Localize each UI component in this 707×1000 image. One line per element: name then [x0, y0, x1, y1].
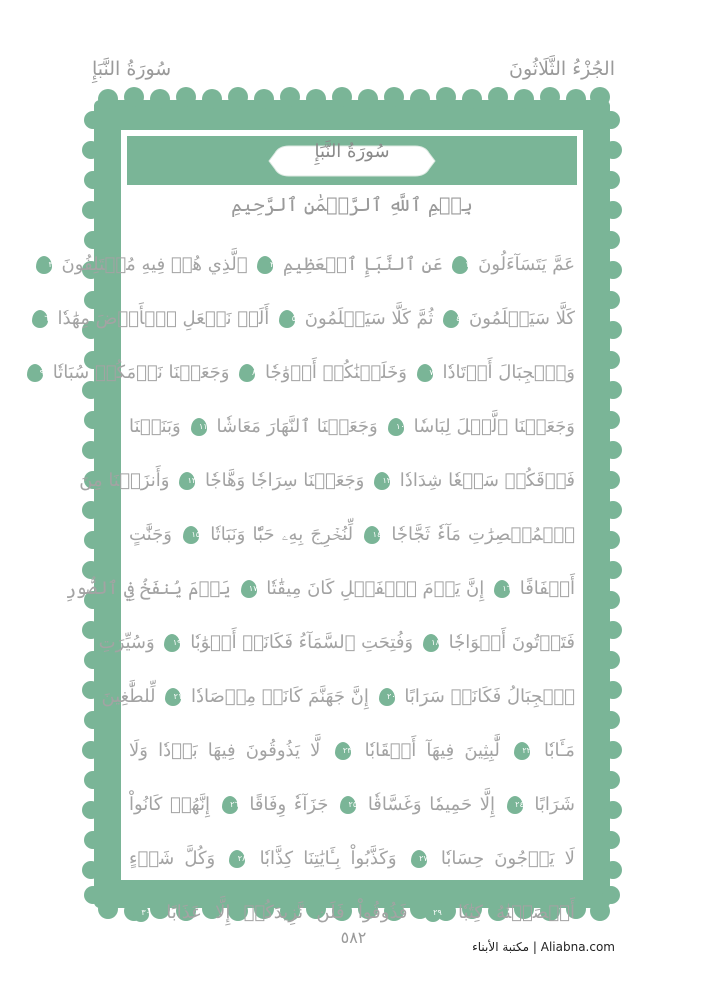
ayah-number: ٥ — [291, 314, 297, 323]
ayah-number: ١٣ — [187, 476, 197, 485]
juz-header: الجُزْءُ الثَّلَاثُونَ — [509, 58, 615, 80]
verse-text: ٱلۡمُعۡصِرَٰتِ مَآءٗ ثَجَّاجٗا — [391, 524, 575, 545]
ayah-number-marker — [422, 632, 440, 654]
verse-text: ٱلَّذِي هُمۡ فِيهِ مُخۡتَلِفُونَ — [61, 254, 248, 275]
verse-line — [98, 616, 575, 670]
ayah-number-marker — [238, 362, 256, 384]
verse-line — [129, 400, 575, 454]
ayah-number: ٨ — [251, 368, 257, 377]
ayah-number: ٢٦ — [230, 800, 239, 809]
ayah-number-marker — [31, 308, 49, 330]
verse-text: وَكُلَّ شَيۡءٍ — [129, 848, 216, 869]
ayah-number-marker — [164, 686, 182, 708]
surah-title: سُورَةُ النَّبَإِ — [314, 141, 390, 162]
ayah-number-marker — [416, 362, 434, 384]
ayah-number-marker — [334, 740, 352, 762]
verse-text: لِّلطَّٰغِينَ — [101, 686, 156, 707]
ayah-number: ٩ — [39, 368, 44, 377]
ayah-number: ١ — [465, 260, 470, 269]
verse-text: يَوۡمَ يُنفَخُ فِي ٱلصُّورِ — [65, 578, 231, 599]
ayah-number: ٢٥ — [348, 800, 358, 809]
ayah-number-marker — [221, 794, 239, 816]
ayah-number: ٢٧ — [419, 854, 428, 863]
ayah-number-marker — [387, 416, 405, 438]
verse-text: شَرَابًا — [534, 794, 575, 815]
verse-text: لَا يَرۡجُونَ حِسَابٗا — [440, 848, 575, 869]
verse-text: عَمَّ يَتَسَآءَلُونَ — [478, 254, 575, 275]
ayah-number: ١٠ — [396, 422, 405, 431]
verse-text: لِّنُخۡرِجَ بِهِۦ حَبّٗا وَنَبَاتٗا — [210, 524, 354, 545]
quran-page — [39, 130, 583, 923]
verse-text: فَتَأۡتُونَ أَفۡوَاجٗا — [448, 632, 575, 653]
ayah-number-marker — [278, 308, 296, 330]
verse-text: وَفُتِحَتِ ٱلسَّمَآءُ فَكَانَتۡ أَبۡوَٰبٗا — [190, 632, 414, 653]
verse-text: لَّا يَذُوقُونَ فِيهَا بَرۡدٗا وَلَا — [129, 740, 321, 761]
verse-line — [48, 238, 575, 292]
ayah-number-marker — [424, 902, 442, 924]
ayah-number: ٦ — [44, 314, 49, 323]
ayah-number: ٢ — [270, 260, 275, 269]
verse-text: أَلۡفَافًا — [519, 578, 575, 599]
verse-text: وَجَعَلۡنَا نَوۡمَكُمۡ سُبَاتٗا — [52, 362, 230, 383]
ayah-number-marker — [132, 902, 150, 924]
ayah-number-marker — [493, 578, 511, 600]
surah-header: سُورَةُ النَّبَإِ — [92, 58, 172, 80]
verse-text: ثُمَّ كَلَّا سَيَعۡلَمُونَ — [304, 308, 434, 329]
ayah-number: ١٤ — [372, 530, 382, 539]
verse-text: وَجَنَّٰتٍ — [129, 524, 172, 545]
verse-lines — [39, 238, 575, 940]
verse-text: وَسُيِّرَتِ — [98, 632, 155, 653]
ayah-number: ٢٨ — [237, 854, 247, 863]
verse-line — [44, 292, 575, 346]
verse-text: وَكَذَّبُواْ بِـَٔايَٰتِنَا كِذَّابٗا — [259, 848, 397, 869]
verse-text: وَٱلۡجِبَالَ أَوۡتَادٗا — [442, 362, 575, 383]
verse-text: وَجَعَلۡنَا ٱلنَّهَارَ مَعَاشٗا — [216, 416, 378, 437]
ayah-number: ٢٣ — [342, 746, 352, 755]
ayah-number-marker — [373, 470, 391, 492]
credit-text: مكتبة الأبناء | Aliabna.com — [472, 940, 615, 954]
verse-text: كَلَّا سَيَعۡلَمُونَ — [468, 308, 575, 329]
verse-line — [129, 832, 575, 886]
verse-text: إِنَّهُمۡ كَانُواْ — [129, 794, 210, 815]
ayah-number: ١٢ — [382, 476, 392, 485]
ayah-number-marker — [442, 308, 460, 330]
ayah-number-marker — [240, 578, 258, 600]
page-number: ٥٨٢ — [340, 928, 367, 947]
ayah-number: ٣٠ — [141, 908, 150, 917]
verse-line — [129, 778, 575, 832]
ayah-number-marker — [190, 416, 208, 438]
ayah-number: ٢٠ — [387, 692, 396, 701]
verse-text: فَوۡقَكُمۡ سَبۡعٗا شِدَادٗا — [399, 470, 575, 491]
ayah-number-marker — [506, 794, 524, 816]
ayah-number-marker — [513, 740, 531, 762]
verse-line — [129, 724, 575, 778]
verse-text: إِلَّا حَمِيمٗا وَغَسَّاقٗا — [367, 794, 496, 815]
ayah-number: ١٩ — [172, 638, 182, 647]
basmala: بِسۡمِ ٱللَّهِ ٱلرَّحۡمَٰنِ ٱلرَّحِيمِ — [231, 194, 473, 216]
ayah-number: ١٦ — [502, 584, 511, 593]
verse-text: إِنَّ جَهَنَّمَ كَانَتۡ مِرۡصَادٗا — [190, 686, 369, 707]
ayah-number: ٢٢ — [522, 746, 531, 755]
surah-title-band — [127, 136, 577, 185]
ayah-number: ١٨ — [431, 638, 440, 647]
verse-line — [129, 508, 575, 562]
verse-text: فَذُوقُواْ فَلَن نَّزِيدَكُمۡ إِلَّا عَذَابًا — [166, 902, 408, 923]
verse-text: وَبَنَيۡنَا — [129, 416, 181, 437]
ayah-number-marker — [378, 686, 396, 708]
ayah-number-marker — [410, 848, 428, 870]
verse-text: إِنَّ يَوۡمَ ٱلۡفَصۡلِ كَانَ مِيقَٰتٗا — [266, 578, 485, 599]
ayah-number-marker — [363, 524, 381, 546]
ayah-number: ٧ — [429, 368, 434, 377]
verse-text: مَـَٔابٗا — [544, 740, 575, 761]
verse-line — [101, 670, 575, 724]
ayah-number: ٣ — [48, 260, 53, 269]
ayah-number-marker — [35, 254, 53, 276]
ayah-number: ٢٤ — [515, 800, 524, 809]
ayah-number-marker — [163, 632, 181, 654]
verse-text: وَأَنزَلۡنَا مِنَ — [79, 470, 170, 491]
verse-text: عَنِ ٱلنَّبَإِ ٱلۡعَظِيمِ — [283, 254, 443, 275]
ayah-number: ١٧ — [248, 584, 258, 593]
verse-line — [79, 454, 575, 508]
ayah-number: ١١ — [199, 422, 208, 431]
ayah-number: ٢٩ — [433, 908, 442, 917]
ayah-number-marker — [339, 794, 357, 816]
verse-text: وَجَعَلۡنَا سِرَاجٗا وَهَّاجٗا — [204, 470, 365, 491]
ayah-number-marker — [451, 254, 469, 276]
verse-line — [65, 562, 575, 616]
verse-text: لَّٰبِثِينَ فِيهَآ أَحۡقَابٗا — [364, 740, 500, 761]
verse-text: أَحۡصَيۡنَٰهُ كِتَٰبٗا — [457, 902, 575, 923]
ayah-number-marker — [228, 848, 246, 870]
ayah-number: ٢١ — [173, 692, 183, 701]
verse-text: أَلَمۡ نَجۡعَلِ ٱلۡأَرۡضَ مِهَٰدٗا — [57, 308, 270, 329]
ayah-number-marker — [256, 254, 274, 276]
ayah-number-marker — [26, 362, 44, 384]
verse-text: وَجَعَلۡنَا ٱلَّيۡلَ لِبَاسٗا — [413, 416, 575, 437]
ayah-number: ١٥ — [191, 530, 201, 539]
verse-line — [39, 346, 575, 400]
verse-text: جَزَآءٗ وِفَاقًا — [249, 794, 329, 815]
ayah-number-marker — [182, 524, 200, 546]
verse-text: ٱلۡجِبَالُ فَكَانَتۡ سَرَابًا — [404, 686, 575, 707]
ayah-number-marker — [178, 470, 196, 492]
ayah-number: ٤ — [455, 314, 461, 323]
verse-text: وَخَلَقۡنَٰكُمۡ أَزۡوَٰجٗا — [264, 362, 407, 383]
